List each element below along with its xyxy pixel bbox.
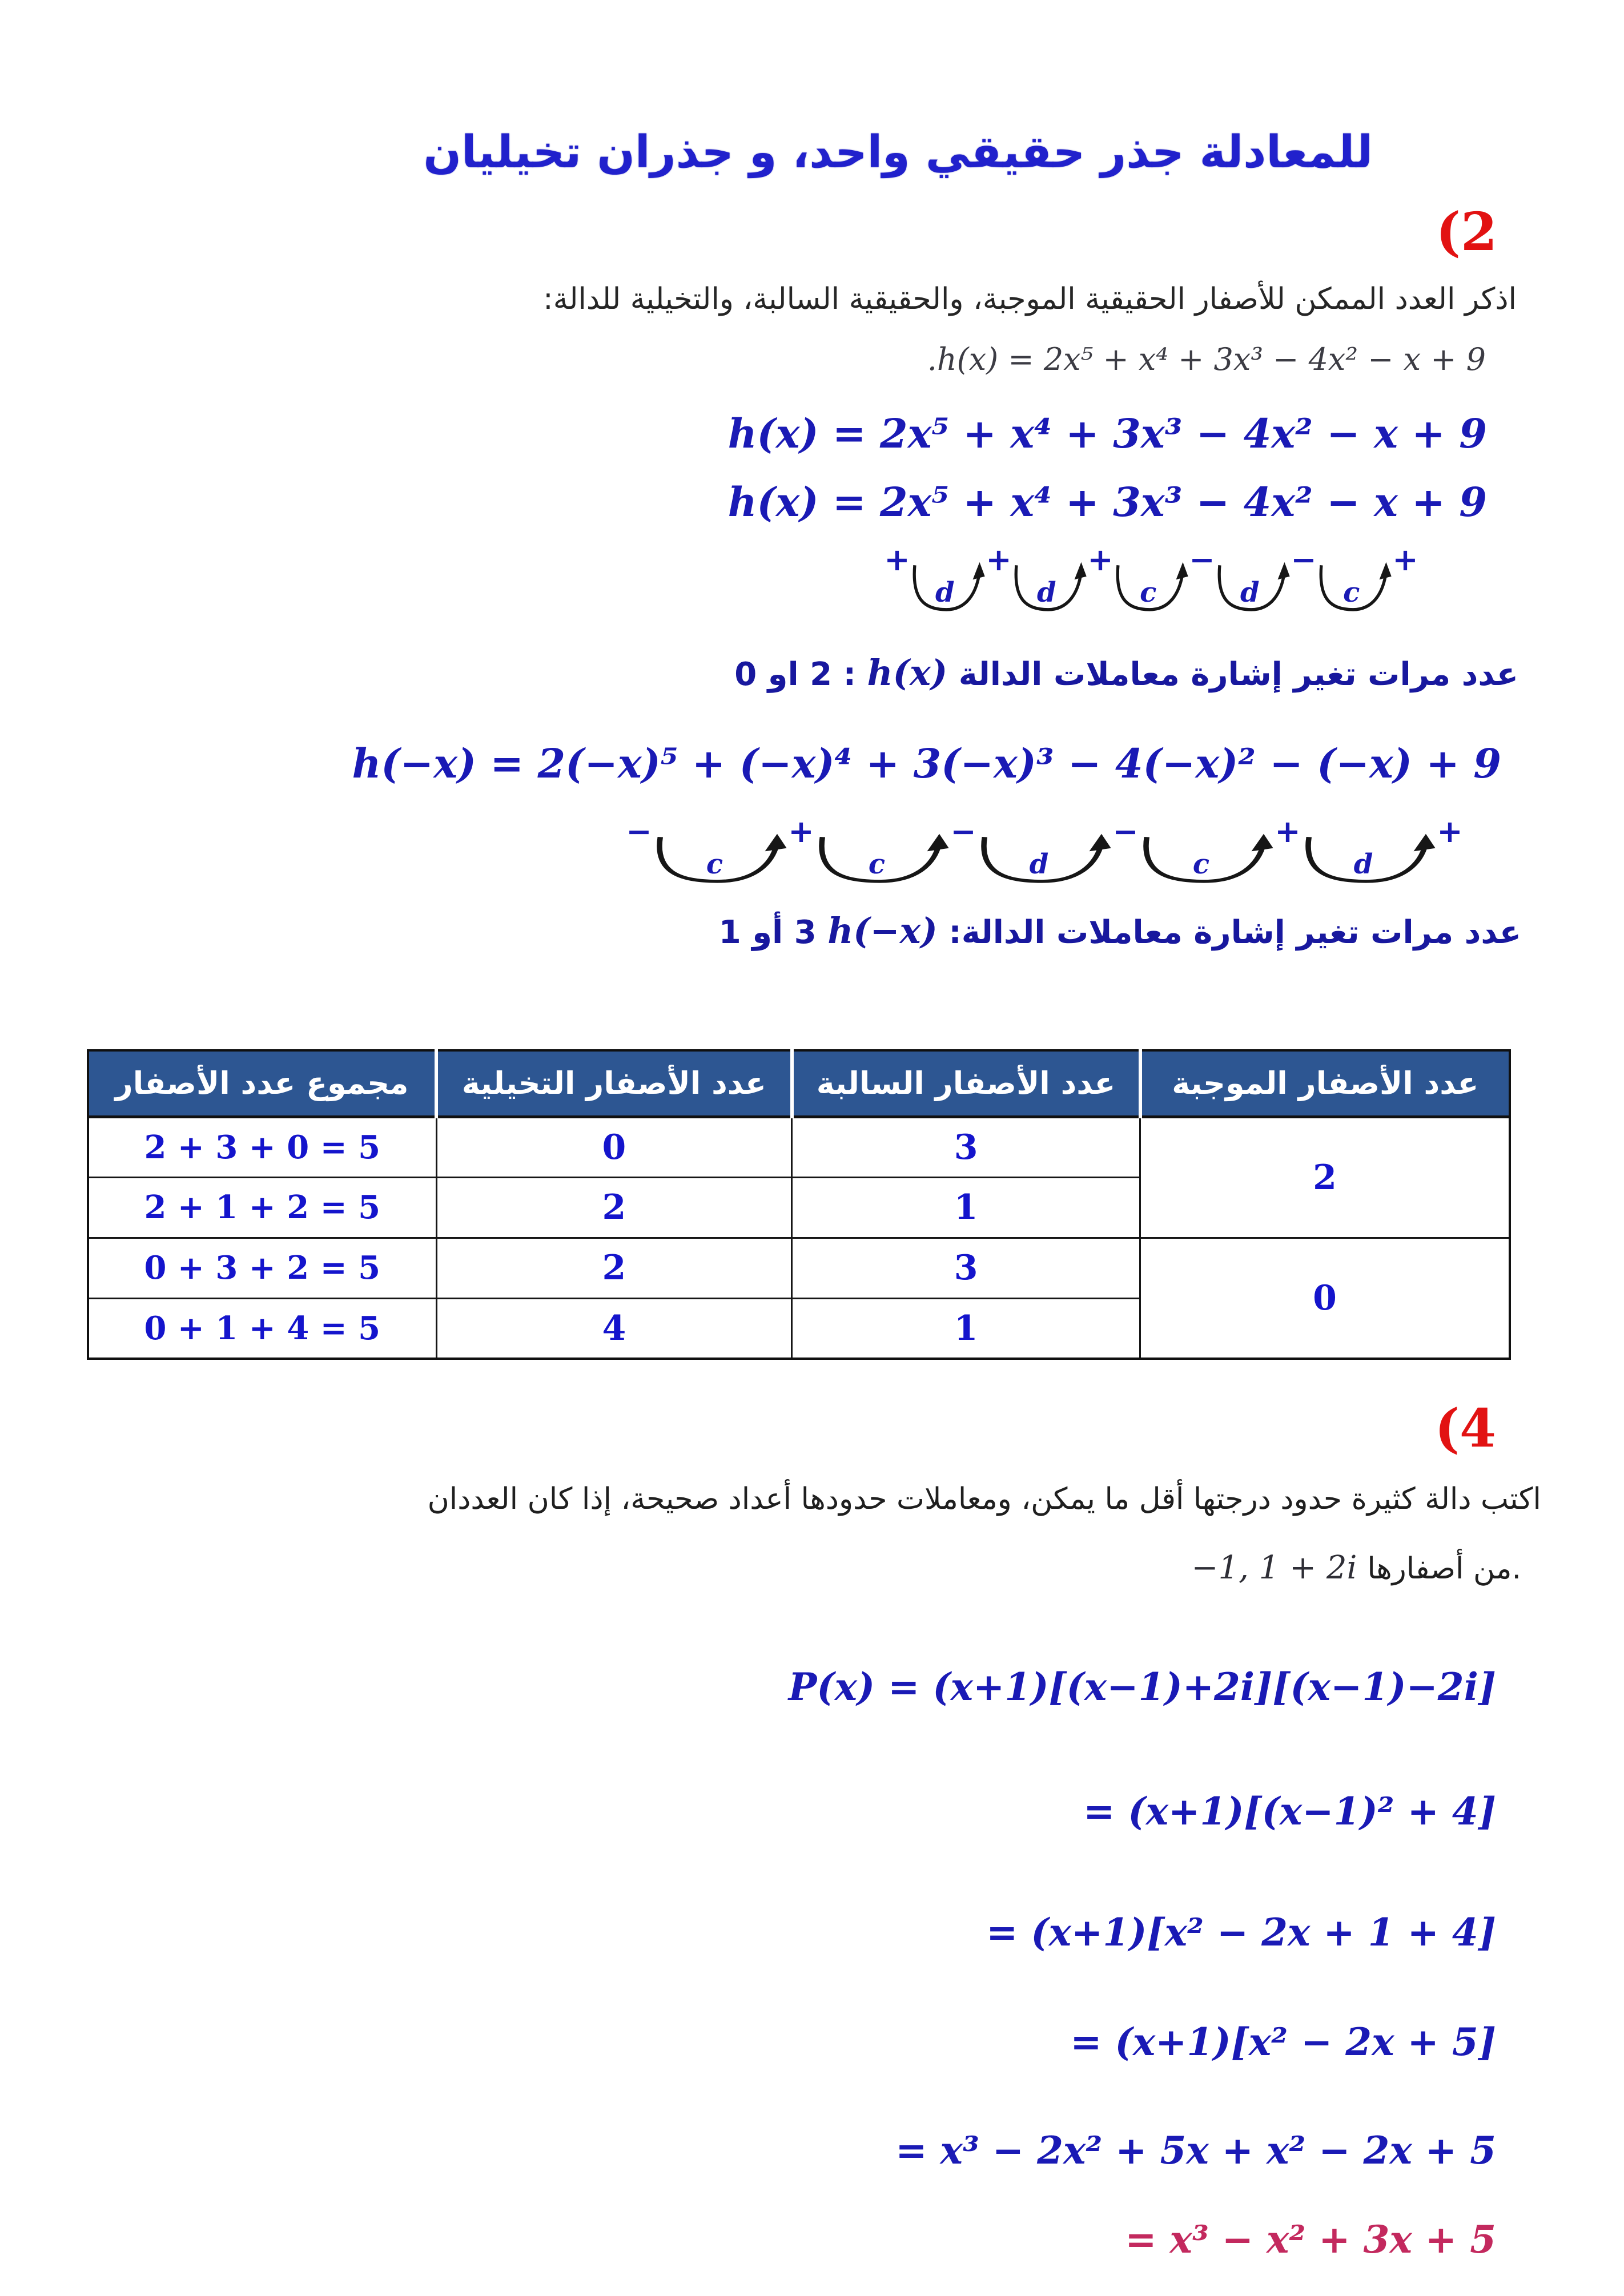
h-x-symbol: h(x) <box>867 652 948 694</box>
h-x-sign-changes-statement <box>734 652 1518 694</box>
header-positive-zeros: عدد الأصفار الموجبة <box>1140 1050 1510 1117</box>
h-x-sign-change-diagram <box>884 543 1418 622</box>
statement-value: 3 أو 1 <box>718 914 828 951</box>
sign-arc <box>814 832 950 894</box>
arc-letter: c <box>1192 848 1210 881</box>
sign-arc <box>652 832 788 894</box>
sign-symbol: + <box>1275 813 1301 849</box>
statement-text: عدد مرات تغير إشارة معاملات الدالة <box>947 656 1518 693</box>
arc-letter: c <box>706 848 723 881</box>
header-imaginary-zeros: عدد الأصفار التخيلية <box>436 1050 792 1117</box>
cell-sum: 0 + 1 + 4 = 5 <box>88 1298 436 1359</box>
cell-negative: 1 <box>792 1177 1140 1238</box>
arc-letter: d <box>1029 848 1049 881</box>
given-zeros-values: −1, 1 + 2i <box>1191 1549 1357 1586</box>
arc-letter: d <box>1036 577 1056 609</box>
sign-arc <box>1114 561 1189 622</box>
cell-negative: 1 <box>792 1298 1140 1359</box>
page-title: للمعادلة جذر حقيقي واحد، و جذران تخيليان <box>423 127 1373 178</box>
sign-arc <box>1215 561 1291 622</box>
sign-symbol: + <box>1392 542 1418 578</box>
h-neg-x-equation: h(−x) = 2(−x)⁵ + (−x)⁴ + 3(−x)³ − 4(−x)² − (−x) + 9 <box>352 740 1501 787</box>
sign-symbol: + <box>1087 542 1114 578</box>
statement-text: عدد مرات تغير إشارة معاملات الدالة: <box>937 914 1521 951</box>
section-4-marker: (4 <box>1434 1397 1496 1459</box>
sign-symbol: + <box>986 542 1012 578</box>
arc-letter: c <box>1343 577 1360 609</box>
sign-symbol: − <box>1291 542 1317 578</box>
sign-symbol: − <box>1189 542 1215 578</box>
sign-arc <box>1012 561 1087 622</box>
table-row <box>88 1238 1510 1298</box>
h-neg-x-symbol: h(−x) <box>827 910 938 952</box>
cell-imaginary: 0 <box>436 1117 792 1177</box>
solution-final-line: = x³ − x² + 3x + 5 <box>1125 2217 1496 2262</box>
arc-letter: c <box>868 848 886 881</box>
solution-line-4: = (x+1)[x² − 2x + 5] <box>1070 2020 1496 2064</box>
cell-negative: 3 <box>792 1117 1140 1177</box>
cell-positive-group-2: 0 <box>1140 1238 1510 1359</box>
sign-symbol: + <box>1437 813 1463 849</box>
problem-4-prompt: اكتب دالة كثيرة حدود درجتها أقل ما يمكن، ومعاملات حدودها أعداد صحيحة، إذا كان العددان <box>427 1482 1541 1516</box>
solution-line-1: P(x) = (x+1)[(x−1)+2i][(x−1)−2i] <box>788 1665 1496 1709</box>
sign-symbol: + <box>788 813 814 849</box>
header-total-zeros: مجموع عدد الأصفار <box>88 1050 436 1117</box>
sign-arc <box>1317 561 1392 622</box>
cell-positive-group-1: 2 <box>1140 1117 1510 1238</box>
problem-4-given-zeros <box>1192 1549 1521 1586</box>
arc-letter: c <box>1140 577 1157 609</box>
arc-letter: d <box>1240 577 1260 609</box>
sign-symbol: − <box>950 813 976 849</box>
table-header-row <box>88 1050 1510 1117</box>
cell-imaginary: 2 <box>436 1177 792 1238</box>
header-negative-zeros: عدد الأصفار السالبة <box>792 1050 1140 1117</box>
sign-arc <box>1301 832 1437 894</box>
cell-sum: 2 + 3 + 0 = 5 <box>88 1117 436 1177</box>
given-equation-h-x: .h(x) = 2x⁵ + x⁴ + 3x³ − 4x² − x + 9 <box>927 341 1486 377</box>
sign-arc <box>1139 832 1275 894</box>
section-2-marker: (2 <box>1436 201 1497 263</box>
cell-negative: 3 <box>792 1238 1140 1298</box>
sign-arc <box>910 561 986 622</box>
solution-line-3: = (x+1)[x² − 2x + 1 + 4] <box>986 1910 1496 1955</box>
zeros-count-table <box>87 1049 1511 1360</box>
sign-symbol: − <box>626 813 652 849</box>
solution-line-5: = x³ − 2x² + 5x + x² − 2x + 5 <box>895 2128 1496 2173</box>
h-neg-x-sign-changes-statement <box>719 910 1521 952</box>
solution-line-2: = (x+1)[(x−1)² + 4] <box>1083 1789 1496 1834</box>
cell-imaginary: 4 <box>436 1298 792 1359</box>
problem-2-prompt: اذكر العدد الممكن للأصفار الحقيقية الموجبة، والحقيقية السالبة، والتخيلية للدالة: <box>543 282 1517 316</box>
table-row <box>88 1117 1510 1177</box>
given-zeros-suffix: من أصفارها. <box>1367 1552 1521 1586</box>
arc-letter: d <box>935 577 955 609</box>
h-x-equation-line-2: h(x) = 2x⁵ + x⁴ + 3x³ − 4x² − x + 9 <box>727 478 1487 526</box>
cell-imaginary: 2 <box>436 1238 792 1298</box>
statement-value: : 2 او 0 <box>734 656 867 693</box>
arc-letter: d <box>1353 848 1373 881</box>
sign-arc <box>976 832 1112 894</box>
h-neg-x-sign-change-diagram <box>626 815 1463 894</box>
h-x-equation-line-1: h(x) = 2x⁵ + x⁴ + 3x³ − 4x² − x + 9 <box>727 410 1487 457</box>
cell-sum: 0 + 3 + 2 = 5 <box>88 1238 436 1298</box>
sign-symbol: + <box>884 542 910 578</box>
sign-symbol: − <box>1112 813 1139 849</box>
cell-sum: 2 + 1 + 2 = 5 <box>88 1177 436 1238</box>
